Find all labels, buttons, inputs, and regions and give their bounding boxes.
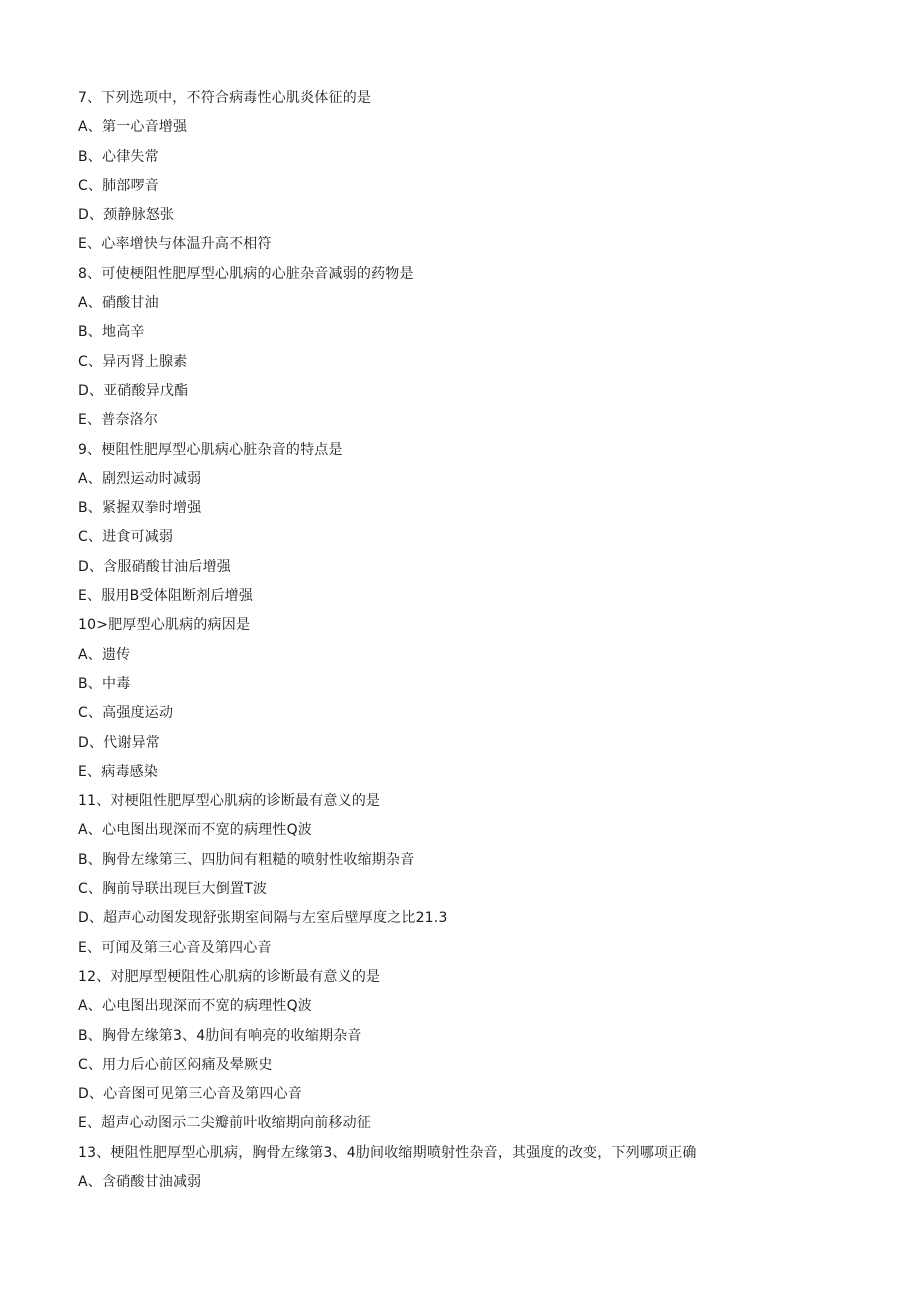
- text-line: 11、对梗阻性肥厚型心肌病的诊断最有意义的是: [78, 793, 381, 810]
- text-line: C、肺部啰音: [78, 177, 159, 194]
- text-line: D、含服硝酸甘油后增强: [78, 558, 231, 575]
- text-line: E、超声心动图示二尖瓣前叶收缩期向前移动征: [78, 1115, 372, 1132]
- document-body: [78, 84, 878, 1197]
- text-line: E、心率增快与体温升高不相符: [78, 236, 272, 253]
- text-line: A、剧烈运动时减弱: [78, 470, 202, 487]
- text-line: A、遗传: [78, 646, 131, 663]
- text-line: A、硝酸甘油: [78, 295, 159, 312]
- text-line: C、用力后心前区闷痛及晕厥史: [78, 1056, 273, 1073]
- text-line: B、中毒: [78, 675, 131, 692]
- text-line: B、胸骨左缘第三、四肋间有粗糙的喷射性收缩期杂音: [78, 851, 415, 868]
- text-line: D、代谢异常: [78, 734, 160, 751]
- text-line: 8、可使梗阻性肥厚型心肌病的心脏杂音减弱的药物是: [78, 265, 414, 282]
- text-line: D、心音图可见第三心音及第四心音: [78, 1086, 302, 1103]
- text-line: D、颈静脉怒张: [78, 207, 175, 224]
- text-line: E、病毒感染: [78, 763, 159, 780]
- text-line: E、服用B受体阻断剂后增强: [78, 588, 254, 605]
- text-line: C、进食可减弱: [78, 529, 174, 546]
- text-line: D、超声心动图发现舒张期室间隔与左室后壁厚度之比21.3: [78, 910, 448, 927]
- text-line: E、可闻及第三心音及第四心音: [78, 939, 272, 956]
- text-line: 9、梗阻性肥厚型心肌病心脏杂音的特点是: [78, 441, 343, 458]
- text-line: C、胸前导联出现巨大倒置T波: [78, 881, 268, 898]
- text-line: B、地高辛: [78, 324, 145, 341]
- text-line: B、心律失常: [78, 148, 159, 165]
- text-line: C、高强度运动: [78, 705, 174, 722]
- text-line: D、亚硝酸异戊酯: [78, 382, 189, 399]
- text-line: B、胸骨左缘第3、4肋间有响亮的收缩期杂音: [78, 1027, 362, 1044]
- text-line: A、第一心音增强: [78, 119, 188, 136]
- text-line: E、普奈洛尔: [78, 412, 159, 429]
- text-line: 12、对肥厚型梗阻性心肌病的诊断最有意义的是: [78, 968, 381, 985]
- text-line: C、异丙肾上腺素: [78, 353, 188, 370]
- text-line: A、心电图出现深而不宽的病理性Q波: [78, 998, 312, 1015]
- text-line: A、含硝酸甘油减弱: [78, 1173, 202, 1190]
- text-line: 13、梗阻性肥厚型心肌病，胸骨左缘第3、4肋间收缩期喷射性杂音，其强度的改变，下列哪项正确: [78, 1144, 697, 1161]
- text-line: B、紧握双拳时增强: [78, 500, 202, 517]
- text-line: 7、下列选项中，不符合病毒性心肌炎体征的是: [78, 90, 372, 106]
- text-line: A、心电图出现深而不宽的病理性Q波: [78, 822, 312, 839]
- text-line: 10>肥厚型心肌病的病因是: [78, 617, 251, 634]
